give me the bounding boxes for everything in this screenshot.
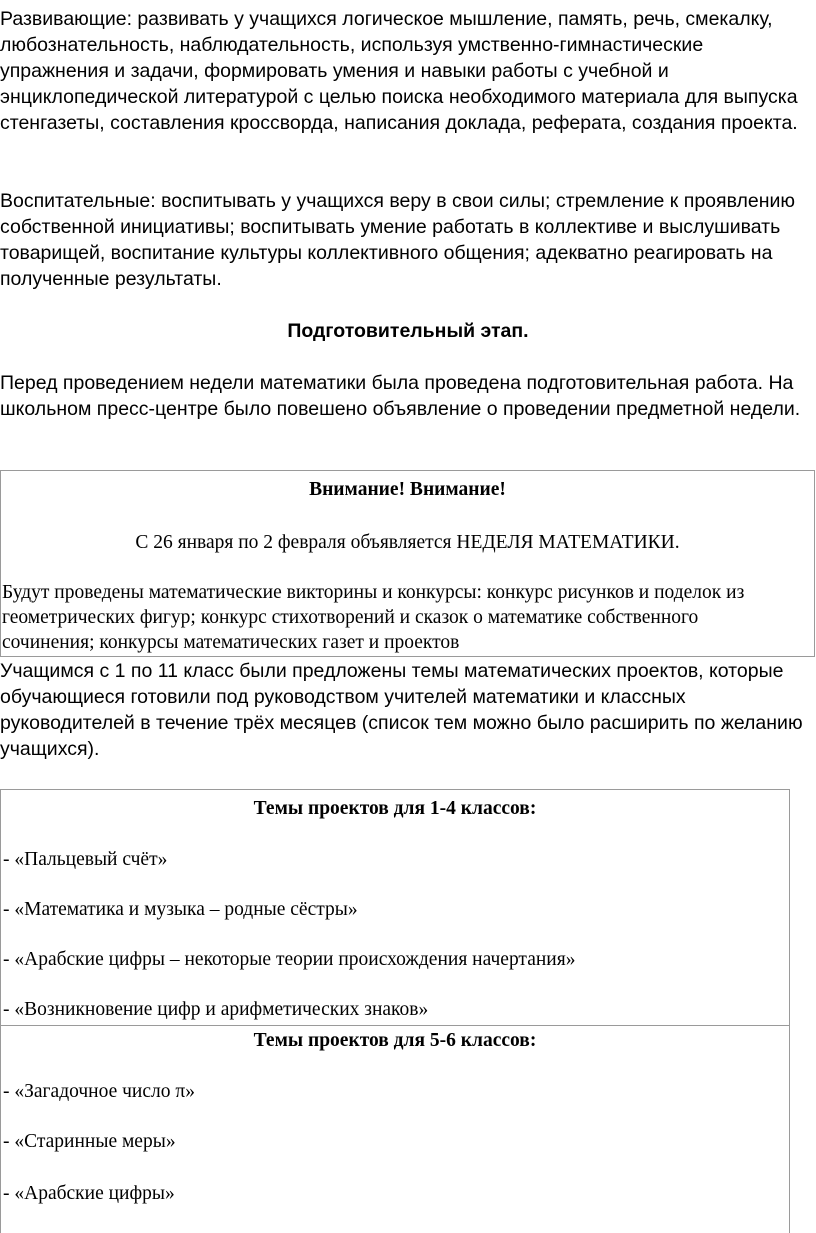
stage-heading: Подготовительный этап. [287, 320, 529, 342]
educational-goals-paragraph: Воспитательные: воспитывать у учащихся веру в свои силы; стремление к проявлению собственной инициативы; воспитывать умение работать в коллективе и выслушивать товарищей, воспитание культуры коллективного общения; адекватно реагировать на полученные результаты. [0, 190, 795, 290]
topics-5-6-cell [0, 1025, 790, 1233]
projects-paragraph: Учащимся с 1 по 11 класс были предложены темы математических проектов, которые обучающиеся готовили под руководством учителей математики и классных руководителей в течение трёх месяцев (список тем можно было расширить по желанию учащихся). [0, 660, 803, 760]
topics-1-4-title: Темы проектов для 1-4 классов: [253, 798, 537, 819]
announcement-date-line: С 26 января по 2 февраля объявляется НЕДЕЛЯ МАТЕМАТИКИ. [135, 532, 680, 553]
topic-item: - «Возникновение цифр и арифметических знаков» [3, 999, 429, 1020]
announcement-body-line: Будут проведены математические викторины и конкурсы: конкурс рисунков и поделок из [2, 582, 745, 603]
announcement-title: Внимание! Внимание! [309, 479, 506, 500]
topics-1-4-cell [0, 789, 790, 1026]
developmental-goals-paragraph: Развивающие: развивать у учащихся логическое мышление, память, речь, смекалку, любознательность, наблюдательность, используя умственно-гимнастические упражнения и задачи, формировать умения и навыки работы с учебной и энциклопедической литературой с целью поиска необходимого материала для выпуска стенгазеты, составления кроссворда, написания доклада, реферата, создания проекта. [0, 8, 798, 134]
topic-item: - «Загадочное число π» [3, 1081, 195, 1102]
announcement-body-line: геометрических фигур; конкурс стихотворений и сказок о математике собственного [2, 607, 699, 628]
topic-item: - «Старинные меры» [3, 1131, 176, 1152]
announcement-box [0, 470, 815, 657]
topic-item: - «Арабские цифры» [3, 1183, 175, 1204]
topics-5-6-title: Темы проектов для 5-6 классов: [253, 1030, 537, 1051]
intro-paragraph: Перед проведением недели математики была проведена подготовительная работа. На школьном пресс-центре было повешено объявление о проведении предметной недели. [0, 372, 801, 420]
topic-item: - «Пальцевый счёт» [3, 849, 168, 870]
announcement-body-line: сочинения; конкурсы математических газет и проектов [2, 632, 460, 653]
topic-item: - «Математика и музыка – родные сёстры» [3, 899, 358, 920]
topic-item: - «Арабские цифры – некоторые теории происхождения начертания» [3, 949, 576, 970]
